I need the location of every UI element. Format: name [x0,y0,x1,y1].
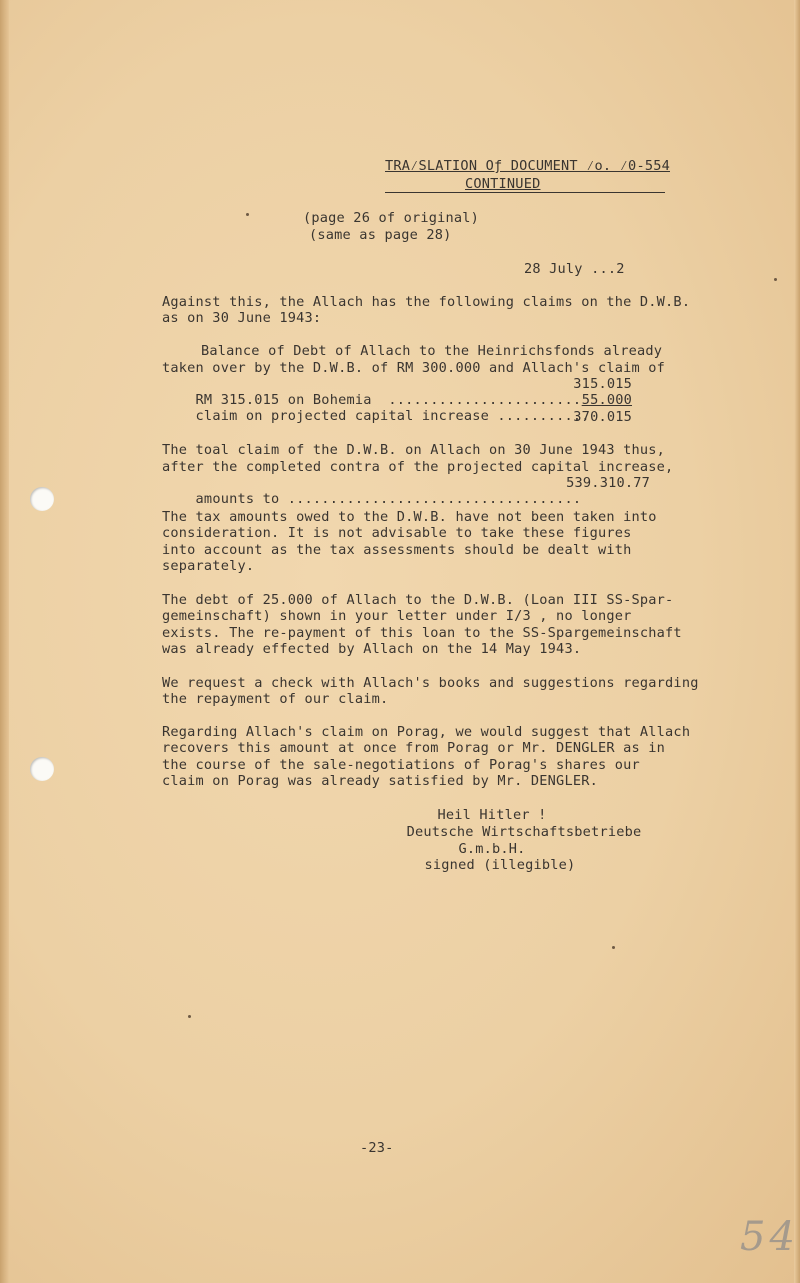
paper-speck [188,1015,191,1018]
tax-paragraph: The tax amounts owed to the D.W.B. have not been taken into consideration. It is not advisable to take these figures into account as the tax assessments should be dealt with separately. [162,509,657,574]
paper-speck [246,213,249,216]
claims-row-bohemia-value: 315.015 [573,376,632,392]
claims-line-2: taken over by the D.W.B. of RM 300.000 and Allach's claim of [162,360,666,376]
closing-signature: signed (illegible) [424,857,576,873]
intro-paragraph: Against this, the Allach has the following claims on the D.W.B. as on 30 June 1943: [162,294,691,327]
total-para-line-2: after the completed contra of the projected capital increase, [162,459,674,475]
paper-edge-left [0,0,9,1283]
claims-row-capital-value: 55.000 [581,392,632,408]
total-para-line-1: The toal claim of the D.W.B. on Allach on 30 June 1943 thus, [162,442,666,458]
closing-company-form: G.m.b.H. [458,841,526,857]
claims-row-bohemia-label: RM 315.015 on Bohemia ....................... [195,392,582,408]
claims-total-value: 370.015 [573,409,632,425]
claims-line-1: Balance of Debt of Allach to the Heinrichsfonds already [201,343,663,359]
paper-speck [774,278,777,281]
closing-greeting: Heil Hitler ! [437,807,547,823]
page-number: -23- [360,1140,394,1156]
total-para-label: amounts to ................................... [195,491,582,507]
header-title: TRA⁄SLATION Oƒ DOCUMENT ⁄o. ⁄0-554 [385,158,670,174]
debt-paragraph: The debt of 25.000 of Allach to the D.W.B. (Loan III SS-Spar- gemeinschaft) shown in your letter under I/3 , no longer exists. The re-payment of this loan to the SS-Spargemeinschaft was already effected by Allach on the 14 May 1943. [162,592,682,657]
punch-hole-top [30,487,54,511]
page-reference-2: (same as page 28) [309,227,452,243]
handwritten-page-number: 54 [740,1214,799,1260]
total-para-value: 539.310.77 [566,475,650,491]
paper-speck [612,946,615,949]
header-continued: CONTINUED [385,176,665,193]
request-paragraph: We request a check with Allach's books and suggestions regarding the repayment of our claim. [162,675,699,708]
claims-row-capital-label: claim on projected capital increase ........... [195,408,590,424]
porag-paragraph: Regarding Allach's claim on Porag, we would suggest that Allach recovers this amount at once from Porag or Mr. DENGLER as in the course of the sale-negotiations of Porag's shares our claim on Porag was already satisfied by Mr. DENGLER. [162,724,691,789]
closing-company: Deutsche Wirtschaftsbetriebe [406,824,642,840]
punch-hole-bottom [30,757,54,781]
page-reference-1: (page 26 of original) [303,210,480,226]
paper-edge-right [794,0,800,1283]
letter-date: 28 July ...2 [524,261,625,277]
